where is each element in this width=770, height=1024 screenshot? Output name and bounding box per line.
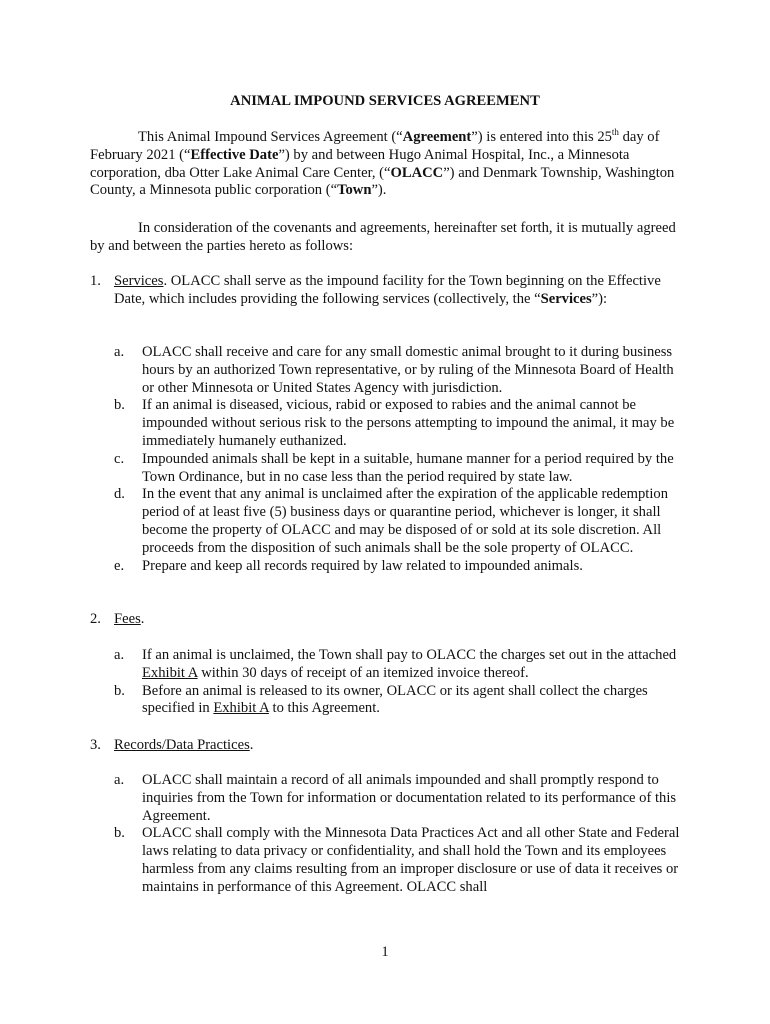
- section-number: 3.: [90, 737, 101, 753]
- item-letter: b.: [114, 397, 125, 414]
- item-letter: c.: [114, 450, 125, 467]
- list-item: [114, 558, 684, 576]
- intro-paragraph: [90, 129, 690, 200]
- item-text: OLACC shall maintain a record of all animals impounded and shall promptly respond to inquiries from the Town for information or documentation related to its performance of this Agreement.: [142, 772, 677, 824]
- fees-list: [114, 647, 684, 718]
- item-text: Prepare and keep all records required by law related to impounded animals.: [142, 557, 583, 574]
- list-item: [114, 486, 684, 557]
- item-letter: b.: [114, 825, 125, 842]
- item-letter: b.: [114, 682, 125, 699]
- page-number: 1: [381, 944, 389, 960]
- section-fees: [90, 611, 690, 629]
- consideration-paragraph: In consideration of the covenants and agreements, hereinafter set forth, it is mutually agreed by and between the parties hereto as follows:: [90, 220, 676, 254]
- list-item: [114, 683, 684, 719]
- exhibit-a-reference: Exhibit A: [142, 664, 198, 681]
- defined-term-town: Town: [337, 182, 372, 199]
- item-text: OLACC shall receive and care for any small domestic animal brought to it during business hours by an authorized Town representative, or by ruling of the Minnesota Board of Health or other Minnesota or United States Agency with jurisdiction.: [142, 344, 674, 396]
- defined-term-effective-date: Effective Date: [190, 146, 279, 163]
- section-text: ”):: [591, 290, 608, 307]
- exhibit-a-reference: Exhibit A: [213, 700, 269, 717]
- defined-term-services: Services: [540, 290, 592, 307]
- intro-text: ”) and Denmark Township, Washington County, a Minnesota public corporation (“: [90, 164, 675, 199]
- intro-text: This Animal Impound Services Agreement (“: [138, 129, 403, 145]
- section-services: [90, 273, 690, 309]
- section-heading: Services: [114, 273, 164, 289]
- list-item: [114, 451, 684, 487]
- list-item: [114, 647, 684, 683]
- section-body: [114, 611, 690, 629]
- item-text: If an animal is diseased, vicious, rabid or exposed to rabies and the animal cannot be impounded without serious risk to the persons attempting to impound the animal, it may be immediately humanely euthanized.: [142, 397, 675, 449]
- item-letter: a.: [114, 647, 125, 663]
- item-text: Impounded animals shall be kept in a suitable, humane manner for a period required by the Town Ordinance, but in no case less than the period required by state law.: [142, 450, 674, 485]
- list-item: [114, 825, 684, 896]
- list-item: [114, 397, 684, 450]
- section-heading: Fees: [114, 611, 141, 627]
- item-letter: a.: [114, 344, 125, 360]
- item-text: within 30 days of receipt of an itemized invoice thereof.: [197, 664, 529, 681]
- section-text: .: [140, 611, 145, 627]
- intro-text: ”) is entered into this 25: [471, 129, 612, 145]
- item-text: to this Agreement.: [268, 700, 380, 717]
- ordinal-suffix: th: [611, 127, 619, 138]
- item-text: Before an animal is released to its owner, OLACC or its agent shall collect the charges specified in: [142, 682, 648, 717]
- item-text: In the event that any animal is unclaimed after the expiration of the applicable redemption period of at least five (5) business days or quarantine period, whichever is longer, it shall become the property of OLACC and may be disposed of or sold at its sole discretion. All proceeds from the disposition of such animals shall be the sole property of OLACC.: [142, 486, 668, 556]
- item-letter: e.: [114, 557, 125, 574]
- section-number: 2.: [90, 611, 101, 627]
- section-records: [90, 737, 690, 755]
- item-text: OLACC shall comply with the Minnesota Data Practices Act and all other State and Federal laws relating to data privacy or confidentiality, and shall hold the Town and its employees harmless from any claims resulting from an improper disclosure or use of data it receives or maintains in performance of this Agreement. OLACC shall: [142, 825, 680, 895]
- section-body: [114, 737, 690, 755]
- list-item: [114, 772, 684, 825]
- list-item: [114, 344, 684, 397]
- section-number: 1.: [90, 273, 101, 289]
- item-letter: a.: [114, 772, 125, 788]
- section-body: [114, 273, 690, 309]
- item-letter: d.: [114, 486, 125, 503]
- intro-text: ”) by and between Hugo Animal Hospital, Inc., a Minnesota corporation, dba Otter Lake Animal Care Center, (“: [90, 146, 630, 181]
- section-heading: Records/Data Practices: [114, 737, 250, 753]
- records-list: [114, 772, 684, 897]
- item-text: If an animal is unclaimed, the Town shall pay to OLACC the charges set out in the attached: [142, 647, 677, 663]
- section-text: .: [249, 737, 254, 753]
- services-list: [114, 344, 684, 575]
- document-title: ANIMAL IMPOUND SERVICES AGREEMENT: [230, 93, 540, 109]
- defined-term-agreement: Agreement: [402, 129, 472, 145]
- section-text: . OLACC shall serve as the impound facility for the Town beginning on the Effective Date, which includes providing the following services (collectively, the “: [114, 273, 661, 307]
- defined-term-olacc: OLACC: [390, 164, 444, 181]
- intro-text: day of February 2021 (“: [90, 129, 660, 163]
- intro-text: ”).: [371, 182, 387, 199]
